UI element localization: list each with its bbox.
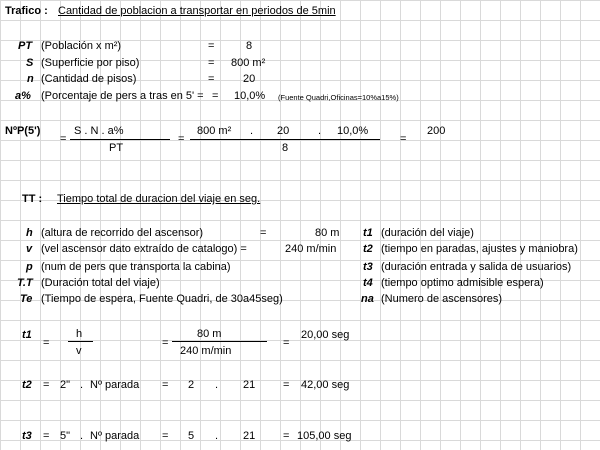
t3-equals-3: =: [283, 430, 290, 442]
def-t4-desc: (tiempo optimo admisible espera): [381, 277, 544, 289]
def-t2-symbol: t2: [363, 243, 373, 255]
def-p-desc: (num de pers que transporta la cabina): [41, 261, 231, 273]
def-t1-desc: (duración del viaje): [381, 227, 474, 239]
param-pt-value: 8: [246, 40, 253, 52]
param-n-equals: =: [208, 73, 215, 85]
t2-seconds: 2": [60, 379, 71, 391]
t3-equals-2: =: [162, 430, 169, 442]
t1-denominator-value: 240 m/min: [180, 345, 232, 357]
np-dot-1: .: [250, 125, 254, 137]
np-dot-2: .: [318, 125, 322, 137]
np-numerator-surface: 800 m²: [197, 125, 232, 137]
t2-seconds-value: 2: [188, 379, 195, 391]
def-te-symbol: Te: [20, 293, 33, 305]
t2-dot-1: .: [80, 379, 84, 391]
t3-seconds: 5": [60, 430, 71, 442]
t1-denominator-v: v: [76, 345, 82, 357]
param-n-desc: (Cantidad de pisos): [41, 73, 137, 85]
t3-dot-1: .: [80, 430, 84, 442]
def-v-symbol: v: [26, 243, 33, 255]
t3-stops-value: 21: [243, 430, 256, 442]
np-denominator-1: PT: [109, 142, 124, 154]
t2-nparada: Nº parada: [90, 379, 140, 391]
np-equals-3: =: [400, 133, 407, 145]
def-h-desc: (altura de recorrido del ascensor): [41, 227, 204, 239]
param-a-note: (Fuente Quadri,Oficinas=10%a15%): [278, 93, 399, 102]
def-h-value: 80 m: [315, 227, 340, 239]
np-numerator-percent: 10,0%: [337, 125, 369, 137]
np-equals-2: =: [178, 133, 185, 145]
param-a-desc: (Porcentaje de pers a tras en 5' =: [41, 90, 204, 102]
t2-result: 42,00 seg: [301, 379, 350, 391]
def-na-symbol: na: [361, 293, 374, 305]
t1-result: 20,00 seg: [301, 329, 350, 341]
def-na-desc: (Numero de ascensores): [381, 293, 503, 305]
param-a-equals: =: [212, 90, 219, 102]
def-tt-desc: (Duración total del viaje): [41, 277, 160, 289]
t1-equals-1: =: [43, 337, 50, 349]
t2-symbol: t2: [22, 379, 32, 391]
param-s-desc: (Superficie por piso): [41, 57, 140, 69]
t3-result: 105,00 seg: [297, 430, 352, 442]
tt-title: Tiempo total de duracion del viaje en seg.: [57, 193, 261, 205]
def-t4-symbol: t4: [363, 277, 373, 289]
def-h-equals: =: [260, 227, 267, 239]
np-equals-1: =: [60, 133, 67, 145]
np-fraction-line-1: [70, 139, 170, 140]
t2-equals-1: =: [43, 379, 50, 391]
param-s-symbol: S: [26, 57, 34, 69]
t1-symbol: t1: [22, 329, 32, 341]
param-a-value: 10,0%: [234, 90, 266, 102]
t2-equals-2: =: [162, 379, 169, 391]
t1-fraction-line-1: [68, 341, 93, 342]
trafico-label: Trafico :: [5, 5, 48, 17]
param-pt-equals: =: [208, 40, 215, 52]
param-n-value: 20: [243, 73, 256, 85]
def-tt-symbol: T.T: [17, 277, 33, 289]
def-t1-symbol: t1: [363, 227, 373, 239]
t2-stops-value: 21: [243, 379, 256, 391]
np-fraction-line-2: [190, 139, 380, 140]
np-numerator-floors: 20: [277, 125, 290, 137]
param-pt-desc: (Población x m²): [41, 40, 122, 52]
t3-equals-1: =: [43, 430, 50, 442]
def-v-value: 240 m/min: [285, 243, 337, 255]
def-t3-symbol: t3: [363, 261, 373, 273]
t3-dot-2: .: [215, 430, 219, 442]
np-label: NºP(5'): [5, 125, 41, 137]
t1-numerator-h: h: [76, 328, 83, 340]
t3-seconds-value: 5: [188, 430, 195, 442]
trafico-title: Cantidad de poblacion a transportar en periodos de 5min: [58, 5, 336, 17]
np-numerator-1: S . N . a%: [74, 125, 124, 137]
t1-equals-2: =: [162, 337, 169, 349]
tt-label: TT :: [22, 193, 43, 205]
t1-equals-3: =: [283, 337, 290, 349]
t2-dot-2: .: [215, 379, 219, 391]
t1-fraction-line-2: [172, 341, 267, 342]
def-te-desc: (Tiempo de espera, Fuente Quadri, de 30a45seg): [41, 293, 283, 305]
t3-nparada: Nº parada: [90, 430, 140, 442]
def-v-desc: (vel ascensor dato extraído de catalogo) =: [41, 243, 247, 255]
param-s-equals: =: [208, 57, 215, 69]
np-result: 200: [427, 125, 446, 137]
t2-equals-3: =: [283, 379, 290, 391]
t3-symbol: t3: [22, 430, 32, 442]
param-n-symbol: n: [27, 73, 34, 85]
def-p-symbol: p: [26, 261, 33, 273]
def-h-symbol: h: [26, 227, 33, 239]
np-denominator-2: 8: [282, 142, 289, 154]
param-s-value: 800 m²: [231, 57, 266, 69]
param-a-symbol: a%: [15, 90, 31, 102]
def-t2-desc: (tiempo en paradas, ajustes y maniobra): [381, 243, 578, 255]
def-t3-desc: (duración entrada y salida de usuarios): [381, 261, 572, 273]
t1-numerator-value: 80 m: [197, 328, 222, 340]
param-pt-symbol: PT: [18, 40, 33, 52]
